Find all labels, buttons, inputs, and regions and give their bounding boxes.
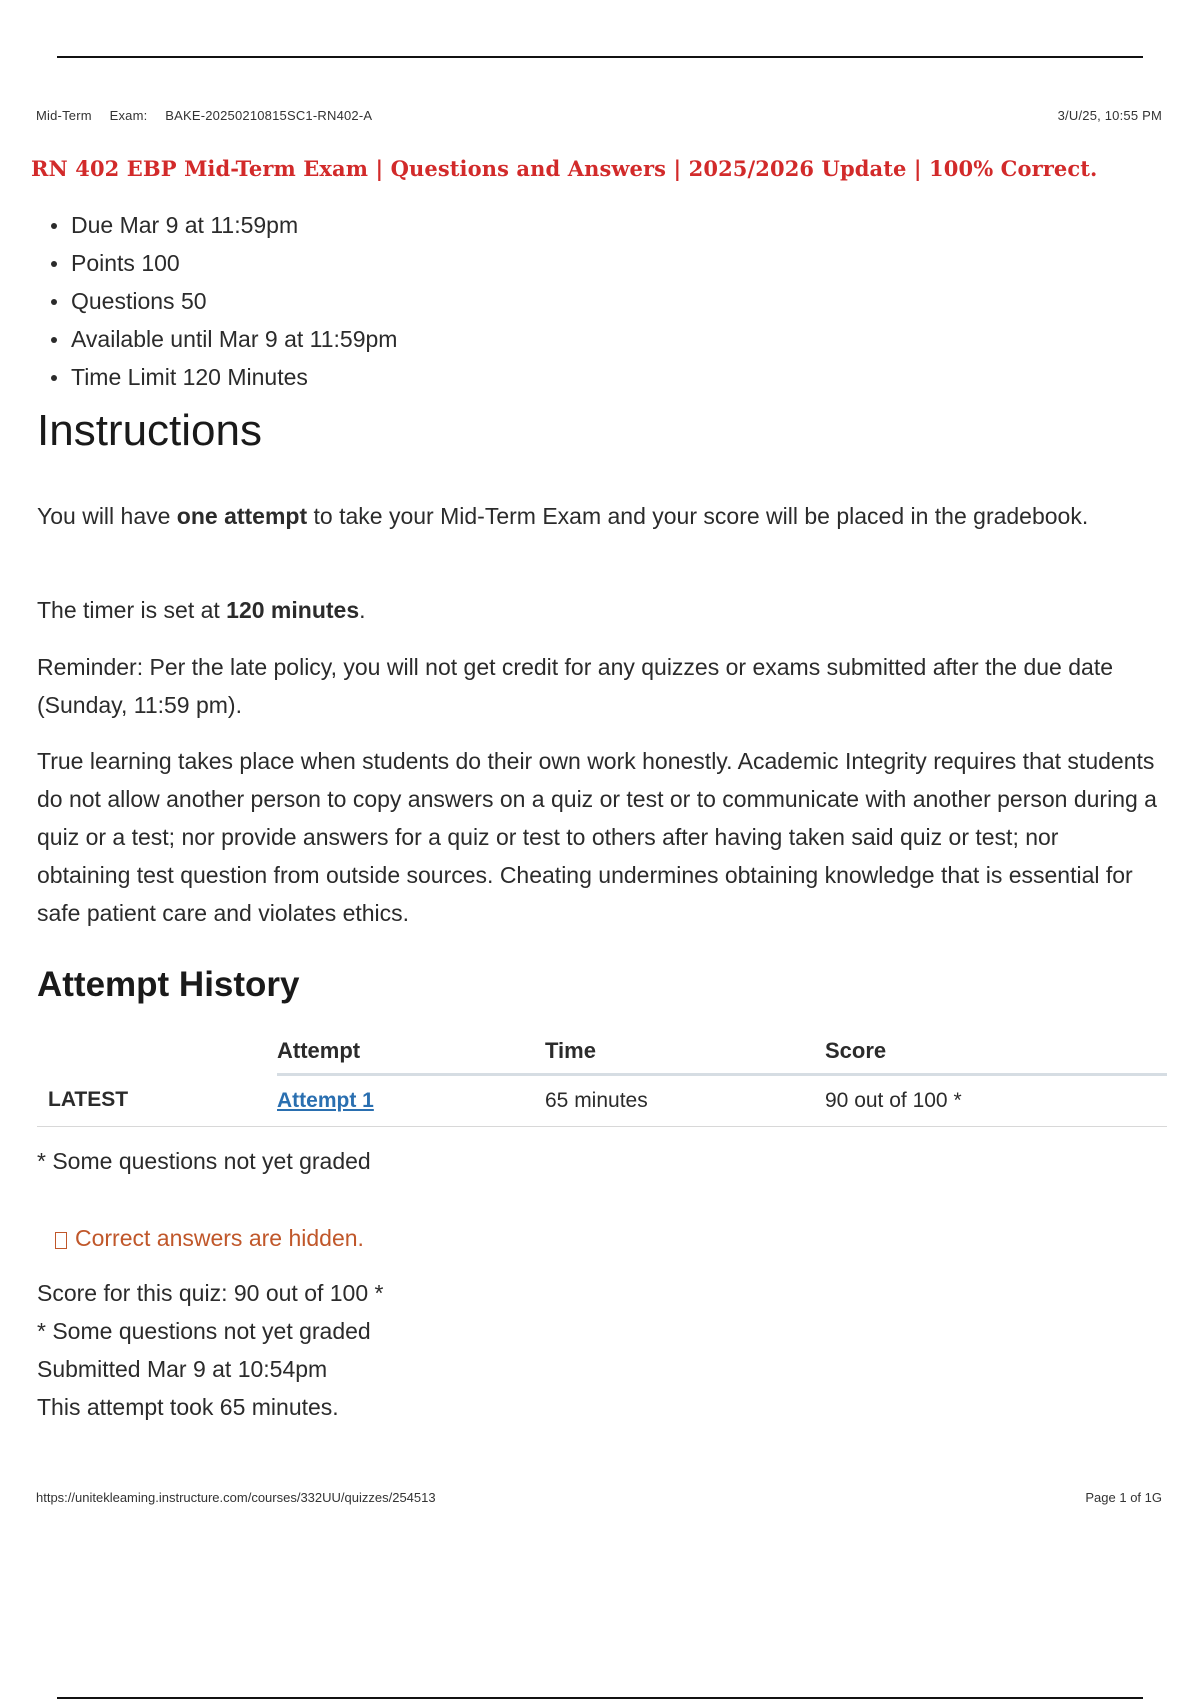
summary-duration: This attempt took 65 minutes. — [37, 1394, 339, 1420]
instructions-timer-paragraph — [37, 591, 1157, 629]
p2-text-before: The timer is set at — [37, 597, 227, 623]
p2-bold: 120 minutes — [226, 597, 360, 623]
summary-ungraded: * Some questions not yet graded — [37, 1318, 371, 1344]
print-header — [36, 108, 1162, 123]
p1-text-before: You will have — [37, 503, 177, 529]
p2-text-after: . — [359, 597, 366, 623]
table-header-row — [37, 1030, 1167, 1074]
detail-questions: Questions 50 — [48, 282, 397, 320]
header-datetime: 3/U/25, 10:55 PM — [1057, 108, 1162, 123]
print-footer — [36, 1490, 1162, 1505]
attempt-history-table — [37, 1030, 1167, 1127]
header-label-1: Mid-Term — [36, 108, 92, 123]
score-cell: 90 out of 100 * — [825, 1074, 1167, 1126]
detail-due: Due Mar 9 at 11:59pm — [48, 206, 397, 244]
header-code: BAKE-20250210815SC1-RN402-A — [165, 108, 373, 123]
summary-score: Score for this quiz: 90 out of 100 * — [37, 1280, 384, 1306]
instructions-attempt-paragraph — [37, 497, 1157, 535]
detail-points: Points 100 — [48, 244, 397, 282]
column-header-attempt: Attempt — [277, 1030, 545, 1074]
instructions-reminder-paragraph: Reminder: Per the late policy, you will not get credit for any quizzes or exams submitted after the due date (Sunday, 11:59 pm). — [37, 654, 1114, 718]
attempt-cell — [277, 1074, 545, 1126]
p1-text-after: to take your Mid-Term Exam and your score will be placed in the gradebook. — [307, 503, 1089, 529]
quiz-score-summary — [37, 1274, 383, 1426]
print-header-left — [36, 108, 386, 123]
p1-bold: one attempt — [176, 503, 308, 529]
top-rule — [57, 56, 1143, 58]
header-label-2: Exam: — [109, 108, 148, 123]
footer-page-number: Page 1 of 1G — [1085, 1490, 1162, 1505]
table-row — [37, 1074, 1167, 1126]
quiz-details-list — [48, 206, 397, 396]
correct-answers-hidden-notice — [55, 1225, 364, 1252]
row-label-latest: LATEST — [37, 1074, 277, 1126]
document-title: RN 402 EBP Mid-Term Exam | Questions and Answers | 2025/2026 Update | 100% Correct. — [31, 156, 1098, 181]
column-header-time: Time — [545, 1030, 825, 1074]
ungraded-note: * Some questions not yet graded — [37, 1148, 371, 1174]
box-icon — [55, 1232, 67, 1249]
bottom-rule — [57, 1697, 1143, 1699]
instructions-heading: Instructions — [37, 406, 262, 455]
column-header-score: Score — [825, 1030, 1167, 1074]
attempt-history-heading: Attempt History — [37, 965, 300, 1004]
attempt-1-link[interactable]: Attempt 1 — [277, 1088, 374, 1112]
detail-available: Available until Mar 9 at 11:59pm — [48, 320, 397, 358]
time-cell: 65 minutes — [545, 1074, 825, 1126]
footer-url: https://unitekleaming.instructure.com/courses/332UU/quizzes/254513 — [36, 1490, 436, 1505]
summary-submitted: Submitted Mar 9 at 10:54pm — [37, 1356, 328, 1382]
hidden-notice-text: Correct answers are hidden. — [75, 1225, 364, 1251]
detail-time-limit: Time Limit 120 Minutes — [48, 358, 397, 396]
instructions-integrity-paragraph: True learning takes place when students do their own work honestly. Academic Integrity requires that students do not allow another person to copy answers on a quiz or test or to communicate with another person during a quiz or a test; nor provide answers for a quiz or test to others after having taken said quiz or test; nor obtaining test question from outside sources. Cheating undermines obtaining knowledge that is essential for safe patient care and violates ethics. — [37, 748, 1157, 926]
column-header-blank — [37, 1030, 277, 1074]
